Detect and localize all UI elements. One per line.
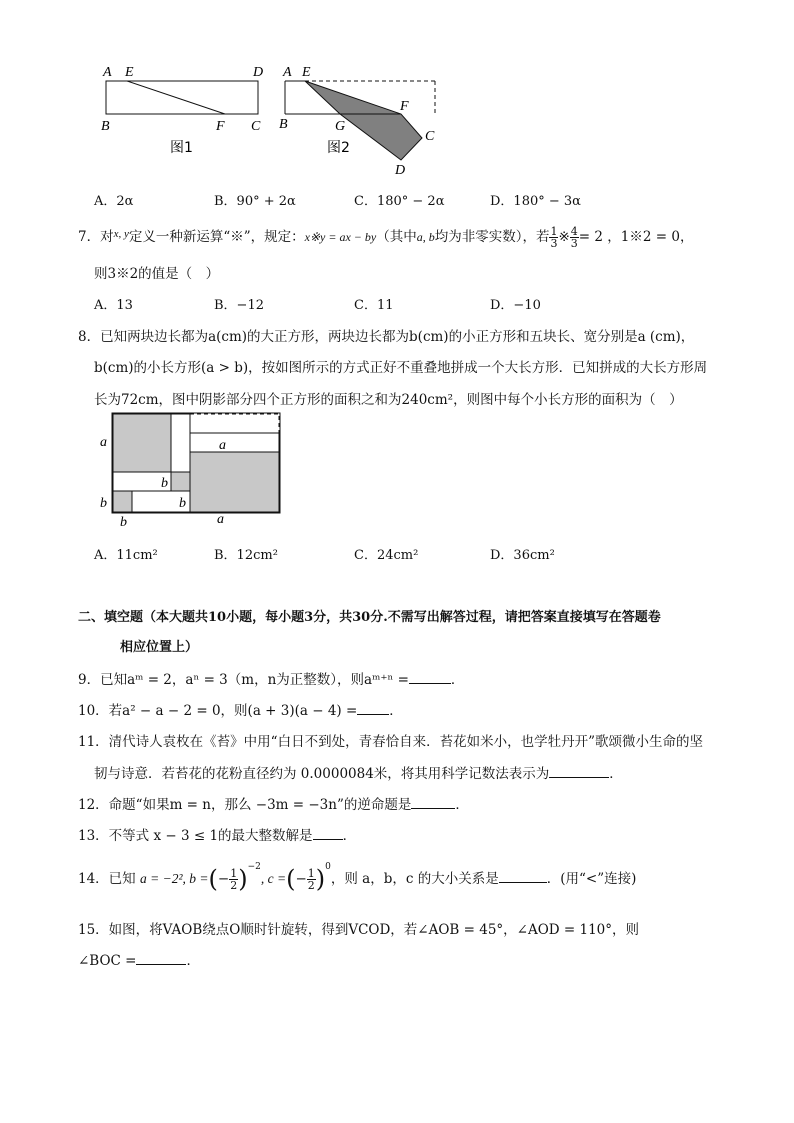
q7-option-b: B．−12 xyxy=(214,298,264,313)
q11-line1: 11．清代诗人袁枚在《苔》中用“白日不到处，青春恰自来．苔花如米小，也学牡丹开”歌颂微小生命的坚 xyxy=(78,734,703,750)
svg-text:b: b xyxy=(120,515,127,530)
q7-fraction-1: $\frac{1}{3}$ xyxy=(550,225,558,250)
q12: 12．命题“如果m = n，那么 −3m = −3n”的逆命题是 ． xyxy=(78,797,469,813)
fig2-caption: 图2 xyxy=(327,140,350,156)
fig1-fold-line xyxy=(127,81,225,114)
q6-option-c: C．180° − 2α xyxy=(354,194,445,209)
fig2-label-F: F xyxy=(400,99,409,114)
svg-text:a: a xyxy=(100,435,107,450)
fig2-label-E: E xyxy=(302,65,311,80)
q8-option-b: B．12cm² xyxy=(214,548,278,563)
q8-line3: 长为72cm，图中阴影部分四个正方形的面积之和为240cm²，则图中每个小长方形的面积为（ ） xyxy=(94,392,683,408)
fig1-label-E: E xyxy=(125,65,134,80)
q13: 13．不等式 x − 3 ≤ 1的最大整数解是 ． xyxy=(78,828,357,844)
fig2-label-G: G xyxy=(335,119,346,134)
q7-option-a: A．13 xyxy=(94,298,133,313)
q7-option-d: D．−10 xyxy=(490,298,541,313)
q6-option-a: A．2α xyxy=(94,194,134,209)
q8-line2: b(cm)的小长方形(a > b)，按如图所示的方式正好不重叠地拼成一个大长方形．已知拼成的大长方形周 xyxy=(94,360,708,376)
q8-option-d: D．36cm² xyxy=(490,548,555,563)
big-square-1 xyxy=(113,414,171,472)
q8-figure xyxy=(95,410,285,530)
q6-option-b: B．90° + 2α xyxy=(214,194,296,209)
fig1-rectangle xyxy=(106,81,258,114)
q7-line2: 则3※2的值是（ ） xyxy=(94,266,220,282)
q11-line2: 韧与诗意．若苔花的花粉直径约为 0.0000084米，将其用科学记数法表示为 ． xyxy=(94,766,623,782)
svg-text:b: b xyxy=(179,496,186,511)
fig2-label-B: B xyxy=(279,117,288,132)
q14: 14．已知 a = −2², b =(− $\frac{1}{2}$ )$^{-2}$, c =(− $\frac{1}{2}$ )$^0$，则 a，b，c 的大小关系是 ．(用“<”连接) xyxy=(78,862,637,893)
q8-option-a: A．11cm² xyxy=(94,548,158,563)
q7-line1: 7．对$^{x, y}$定义一种新运算“※”，规定：x※y = ax − by（其中a, b均为非零实数），若 $\frac{1}{3}$ ※ $\frac{4}{3}$ = 2 ，1※2 = 0， xyxy=(78,225,694,250)
fig2-label-A: A xyxy=(283,65,292,80)
fig1-label-C: C xyxy=(251,119,261,134)
svg-text:b: b xyxy=(100,496,107,511)
q7-option-c: C．11 xyxy=(354,298,394,313)
fig2-label-C: C xyxy=(425,129,435,144)
fig2-folded-region xyxy=(305,81,422,160)
fig1-label-B: B xyxy=(101,119,110,134)
q7-fraction-2: $\frac{4}{3}$ xyxy=(570,225,578,250)
fig1-caption: 图1 xyxy=(170,140,193,156)
section2-title: 二、填空题（本大题共10小题，每小题3分，共30分.不需写出解答过程，请把答案直接填写在答题卷 xyxy=(78,610,661,625)
svg-text:a: a xyxy=(217,512,224,527)
q15-line2: ∠BOC = ． xyxy=(78,953,200,969)
q10: 10．若a² − a − 2 = 0，则(a + 3)(a − 4) = ． xyxy=(78,703,403,719)
fig2-label-D: D xyxy=(395,163,406,178)
small-square-1 xyxy=(171,472,190,491)
q15-line1: 15．如图，将VAOB绕点O顺时针旋转，得到VCOD，若∠AOB = 45°，∠AOD = 110°，则 xyxy=(78,922,640,938)
q6-option-d: D．180° − 3α xyxy=(490,194,581,209)
fig1-label-A: A xyxy=(103,65,112,80)
q6-figures xyxy=(95,60,455,180)
small-square-2 xyxy=(113,491,132,512)
q9: 9．已知aᵐ = 2，aⁿ = 3（m，n为正整数），则aᵐ⁺ⁿ = ． xyxy=(78,672,465,688)
svg-text:a: a xyxy=(219,438,226,453)
q8-line1: 8．已知两块边长都为a(cm)的大正方形，两块边长都为b(cm)的小正方形和五块长、宽分别是a (cm)， xyxy=(78,329,695,345)
big-square-2 xyxy=(190,452,279,512)
q8-option-c: C．24cm² xyxy=(354,548,419,563)
svg-text:b: b xyxy=(161,476,168,491)
fig1-label-D: D xyxy=(253,65,264,80)
fig1-label-F: F xyxy=(216,119,225,134)
section2-title-cont: 相应位置上） xyxy=(120,640,199,655)
